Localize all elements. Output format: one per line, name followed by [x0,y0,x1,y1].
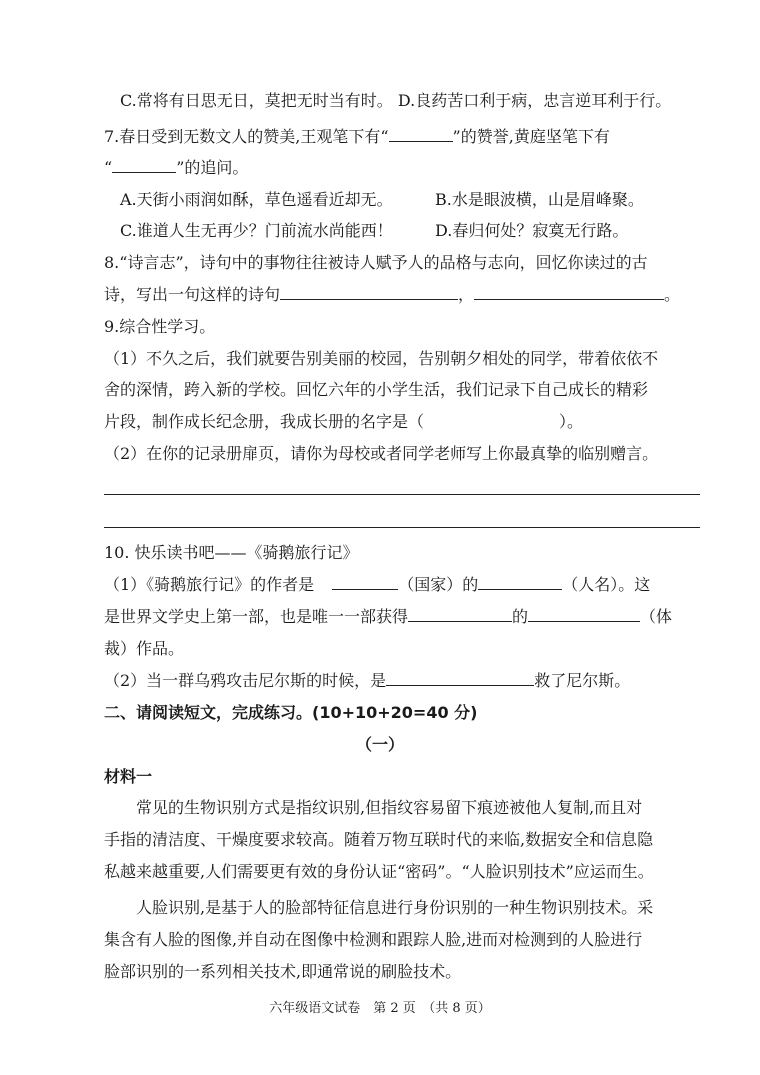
q9-p1-line3-text: 片段，制作成长纪念册，我成长册的名字是（ [104,412,425,431]
q10-title: 10. 快乐读书吧——《骑鹅旅行记》 [104,543,359,562]
q10-p1-line2 [104,606,672,628]
q10-p1-c: （人名）。这 [562,575,651,594]
q10-p1-l2b: 的 [512,607,529,626]
q10-author-blank[interactable] [478,574,562,590]
para2-line1: 人脸识别,是基于人的脸部特征信息进行身份识别的一种生物识别技术。采 [136,898,654,917]
material-label: 材料一 [104,767,153,786]
q10-rescuer-blank[interactable] [386,670,534,686]
q9-title: 9.综合性学习。 [104,317,216,336]
q7-option-c: C.谁道人生无再少？门前流水尚能西！ [120,221,393,240]
q9-p1-line2: 舍的深情，跨入新的学校。回忆六年的小学生活，我们记录下自己成长的精彩 [104,380,649,399]
q10-p2-b: 救了尼尔斯。 [534,671,631,690]
q7-stem-c: “ [104,158,113,177]
page-footer: 六年级语文试卷 第 2 页 （共 8 页） [269,1001,491,1016]
section2-heading: 二、请阅读短文，完成练习。(10+10+20=40 分) [104,703,478,722]
q8-blank-2[interactable] [474,284,664,300]
q10-p1-b: （国家）的 [398,575,479,594]
para1-line3: 私越来越重要,人们需要更有效的身份认证“密码”。“人脸识别技术”应运而生。 [104,862,654,881]
answer-line-2[interactable] [104,527,700,528]
q7-option-d: D.春归何处？寂寞无行路。 [435,221,629,240]
q10-genre-blank[interactable] [528,606,640,622]
q9-p1-line1: （1）不久之后，我们就要告别美丽的校园，告别朝夕相处的同学，带着依依不 [104,349,659,368]
q8-comma: ， [458,285,475,304]
q10-country-blank[interactable] [332,574,398,590]
para1-line1: 常见的生物识别方式是指纹识别,但指纹容易留下痕迹被他人复制,而且对 [136,798,643,817]
q8-line2-text: 诗，写出一句这样的诗句 [104,285,281,304]
q9-p1-line3 [104,411,583,433]
q7-stem-line1 [104,126,610,148]
q7-option-b: B.水是眼波横，山是眉峰聚。 [435,190,644,209]
q8-blank-1[interactable] [280,284,458,300]
q8-line1: 8.“诗言志”，诗句中的事物往往被诗人赋予人的品格与志向，回忆你读过的古 [104,253,648,272]
q10-p1-line1 [104,574,650,596]
q8-period: 。 [664,285,681,304]
q9-p1-line3-end: ）。 [559,412,584,431]
q6-option-cd: C.常将有日思无日，莫把无时当有时。 D.良药苦口利于病，忠言逆耳利于行。 [120,91,672,110]
q10-p1-l2a: 是世界文学史上第一部，也是唯一一部获得 [104,607,409,626]
q7-blank-1[interactable] [389,126,453,142]
q10-p1-a: （1）《骑鹅旅行记》的作者是 [104,575,315,594]
q10-p2 [104,670,630,692]
q9-p2: （2）在你的记录册扉页，请你为母校或者同学老师写上你最真挚的临别赠言。 [104,444,659,463]
section2-subheading: （一） [355,735,404,754]
para2-line2: 集含有人脸的图像,并自动在图像中检测和跟踪人脸,进而对检测到的人脸进行 [104,930,643,949]
q10-p1-line3: 裁）作品。 [104,639,185,658]
q10-p2-a: （2）当一群乌鸦攻击尼尔斯的时候，是 [104,671,387,690]
q8-line2 [104,284,680,306]
q7-option-a: A.天街小雨润如酥，草色遥看近却无。 [120,190,393,209]
q7-blank-2[interactable] [112,157,176,173]
q10-award-blank[interactable] [408,606,512,622]
q7-stem-line2 [104,157,248,179]
q7-stem-b: ”的赞誉,黄庭坚笔下有 [452,127,610,146]
q10-p1-l2c: （体 [640,607,673,626]
answer-line-1[interactable] [104,494,700,495]
para2-line3: 脸部识别的一系列相关技术,即通常说的刷脸技术。 [104,962,462,981]
q7-stem-a: 7.春日受到无数文人的赞美,王观笔下有“ [104,127,389,146]
para1-line2: 手指的清洁度、干燥度要求较高。随着万物互联时代的来临,数据安全和信息隐 [104,830,654,849]
q7-stem-d: ”的追问。 [176,158,249,177]
